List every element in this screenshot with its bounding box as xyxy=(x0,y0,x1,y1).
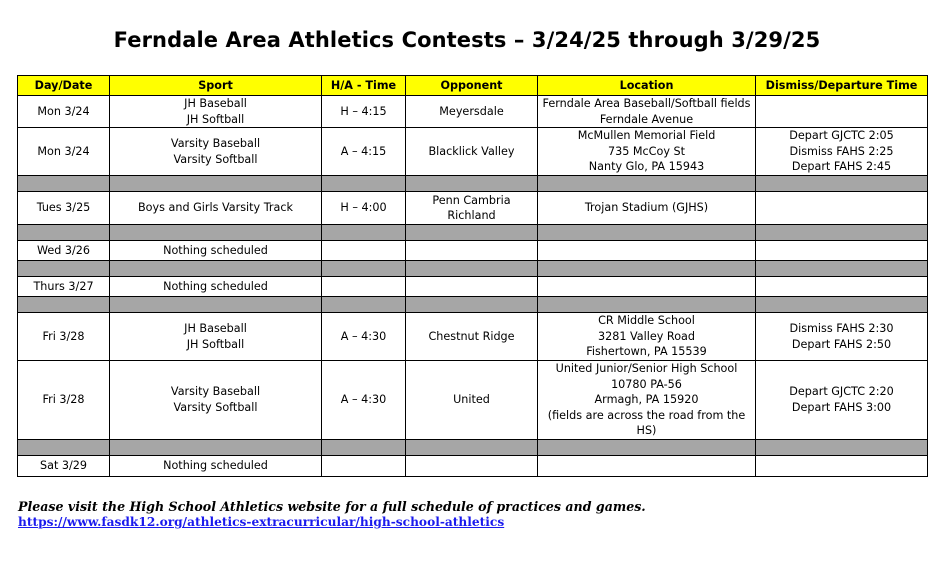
table-row xyxy=(18,241,928,261)
time-cell: H – 4:00 xyxy=(322,192,406,225)
schedule-table xyxy=(17,75,928,477)
time-cell xyxy=(322,455,406,476)
opponent-cell: Chestnut Ridge xyxy=(406,313,538,361)
table-row xyxy=(18,192,928,225)
table-row xyxy=(18,455,928,476)
separator-row xyxy=(18,176,928,192)
separator-row xyxy=(18,297,928,313)
sport-cell: JH Baseball JH Softball xyxy=(110,96,322,128)
separator-row xyxy=(18,439,928,455)
opponent-cell xyxy=(406,455,538,476)
opponent-cell: Blacklick Valley xyxy=(406,128,538,176)
time-cell: A – 4:30 xyxy=(322,361,406,440)
date-cell: Mon 3/24 xyxy=(18,96,110,128)
sport-cell: Nothing scheduled xyxy=(110,277,322,297)
sport-cell: JH Baseball JH Softball xyxy=(110,313,322,361)
date-cell: Sat 3/29 xyxy=(18,455,110,476)
table-row xyxy=(18,361,928,440)
sport-cell: Nothing scheduled xyxy=(110,241,322,261)
page-title: Ferndale Area Athletics Contests – 3/24/25 through 3/29/25 xyxy=(113,28,821,52)
column-header-location: Location xyxy=(538,76,756,96)
departure-cell xyxy=(756,455,928,476)
opponent-cell: Meyersdale xyxy=(406,96,538,128)
departure-cell xyxy=(756,96,928,128)
opponent-cell: Penn Cambria Richland xyxy=(406,192,538,225)
opponent-cell xyxy=(406,277,538,297)
location-cell xyxy=(538,455,756,476)
date-cell: Wed 3/26 xyxy=(18,241,110,261)
departure-cell: Dismiss FAHS 2:30 Depart FAHS 2:50 xyxy=(756,313,928,361)
time-cell xyxy=(322,277,406,297)
column-header-opponent: Opponent xyxy=(406,76,538,96)
location-cell xyxy=(538,241,756,261)
sport-cell: Nothing scheduled xyxy=(110,455,322,476)
separator-row xyxy=(18,225,928,241)
table-row xyxy=(18,96,928,128)
time-cell: H – 4:15 xyxy=(322,96,406,128)
departure-cell xyxy=(756,241,928,261)
location-cell: United Junior/Senior High School 10780 PA-56 Armagh, PA 15920 (fields are across the road from the HS) xyxy=(538,361,756,440)
location-cell: CR Middle School 3281 Valley Road Fishertown, PA 15539 xyxy=(538,313,756,361)
location-cell: McMullen Memorial Field 735 McCoy St Nanty Glo, PA 15943 xyxy=(538,128,756,176)
location-cell: Trojan Stadium (GJHS) xyxy=(538,192,756,225)
date-cell: Tues 3/25 xyxy=(18,192,110,225)
location-cell: Ferndale Area Baseball/Softball fields Ferndale Avenue xyxy=(538,96,756,128)
date-cell: Thurs 3/27 xyxy=(18,277,110,297)
date-cell: Fri 3/28 xyxy=(18,313,110,361)
opponent-cell: United xyxy=(406,361,538,440)
header-row xyxy=(18,76,928,96)
table-row xyxy=(18,128,928,176)
time-cell: A – 4:30 xyxy=(322,313,406,361)
departure-cell: Depart GJCTC 2:05 Dismiss FAHS 2:25 Depart FAHS 2:45 xyxy=(756,128,928,176)
departure-cell xyxy=(756,192,928,225)
sport-cell: Boys and Girls Varsity Track xyxy=(110,192,322,225)
departure-cell xyxy=(756,277,928,297)
column-header-departure: Dismiss/Departure Time xyxy=(756,76,928,96)
sport-cell: Varsity Baseball Varsity Softball xyxy=(110,361,322,440)
date-cell: Fri 3/28 xyxy=(18,361,110,440)
separator-row xyxy=(18,261,928,277)
sport-cell: Varsity Baseball Varsity Softball xyxy=(110,128,322,176)
departure-cell: Depart GJCTC 2:20 Depart FAHS 3:00 xyxy=(756,361,928,440)
table-row xyxy=(18,277,928,297)
column-header-date: Day/Date xyxy=(18,76,110,96)
column-header-sport: Sport xyxy=(110,76,322,96)
date-cell: Mon 3/24 xyxy=(18,128,110,176)
athletics-website-link[interactable]: https://www.fasdk12.org/athletics-extracurricular/high-school-athletics xyxy=(18,515,505,529)
table-row xyxy=(18,313,928,361)
column-header-time: H/A - Time xyxy=(322,76,406,96)
time-cell xyxy=(322,241,406,261)
opponent-cell xyxy=(406,241,538,261)
location-cell xyxy=(538,277,756,297)
time-cell: A – 4:15 xyxy=(322,128,406,176)
footer-note: Please visit the High School Athletics website for a full schedule of practices and games. xyxy=(18,499,646,514)
